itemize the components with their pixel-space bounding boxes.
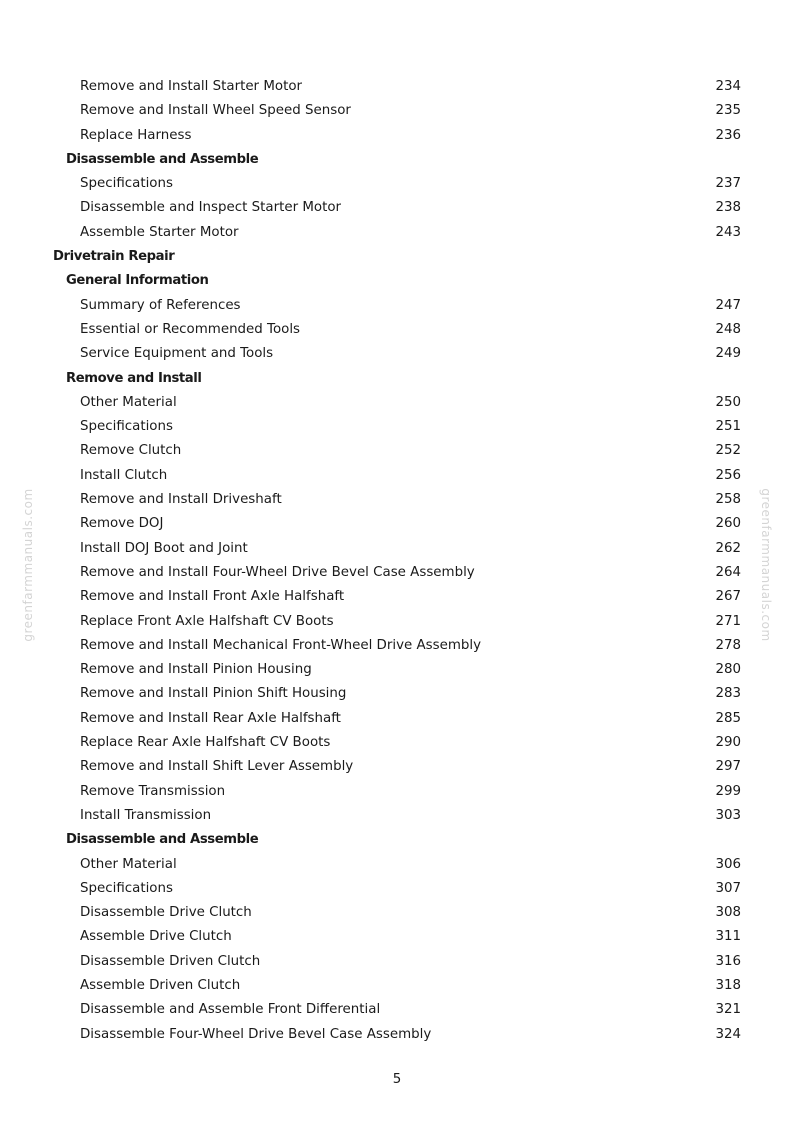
toc-entry[interactable] (0, 901, 794, 925)
toc-entry-title: Remove and Install Rear Axle Halfshaft (80, 710, 341, 726)
toc-section[interactable] (0, 148, 794, 172)
toc-entry-title: Drivetrain Repair (53, 249, 175, 265)
toc-entry-title: Summary of References (80, 297, 241, 313)
toc-entry-title: Remove and Install (66, 370, 202, 386)
toc-entry-title: Service Equipment and Tools (80, 346, 274, 362)
toc-entry[interactable] (0, 488, 794, 512)
toc-entry-title: Disassemble and Assemble Front Differential (80, 1002, 381, 1018)
toc-entry[interactable] (0, 707, 794, 731)
toc-entry[interactable] (0, 853, 794, 877)
toc-entry-title: Specifications (80, 176, 173, 192)
toc-entry[interactable] (0, 998, 794, 1022)
toc-entry-page: 260 (715, 516, 741, 532)
toc-entry[interactable] (0, 877, 794, 901)
toc-entry-page: 258 (715, 492, 741, 508)
toc-entry-title: Remove and Install Starter Motor (80, 79, 303, 94)
toc-entry-page: 306 (715, 856, 741, 872)
toc-entry-title: Remove Clutch (80, 443, 182, 459)
watermark-right: greenfarmmanuals.com (759, 488, 773, 642)
toc-entry[interactable] (0, 925, 794, 949)
toc-entry[interactable] (0, 124, 794, 148)
toc-entry[interactable] (0, 731, 794, 755)
toc-entry[interactable] (0, 464, 794, 488)
page-number: 5 (392, 1072, 402, 1087)
toc-entry-title: Specifications (80, 880, 173, 896)
toc-entry-title: Replace Rear Axle Halfshaft CV Boots (80, 735, 331, 751)
toc-entry[interactable] (0, 342, 794, 366)
toc-entry-title: Disassemble Driven Clutch (80, 953, 261, 969)
toc-entry-page: 290 (715, 735, 741, 751)
toc-entry[interactable] (0, 1023, 794, 1047)
toc-entry[interactable] (0, 634, 794, 658)
toc-entry-page: 267 (715, 589, 741, 605)
toc-entry-title: Remove and Install Mechanical Front-Wheel Drive Assembly (80, 637, 482, 653)
toc-entry-page: 311 (715, 929, 741, 945)
toc-entry-page: 238 (715, 200, 741, 216)
toc-entry[interactable] (0, 512, 794, 536)
toc-entry-page: 262 (715, 540, 741, 556)
toc-entry-page: 235 (715, 103, 741, 119)
toc-entry[interactable] (0, 658, 794, 682)
toc-entry-title: Disassemble Drive Clutch (80, 905, 252, 921)
toc-entry-page: 251 (715, 419, 741, 435)
toc-entry-page: 264 (715, 564, 741, 580)
toc-entry-page: 271 (715, 613, 741, 629)
toc-entry-title: General Information (66, 273, 209, 289)
toc-entry-title: Disassemble Four-Wheel Drive Bevel Case Assembly (80, 1026, 432, 1042)
toc-entry-page: 278 (715, 637, 741, 653)
toc-entry-title: Other Material (80, 856, 177, 872)
toc-entry-title: Remove and Install Shift Lever Assembly (80, 759, 354, 775)
toc-entry[interactable] (0, 439, 794, 463)
toc-entry-title: Replace Harness (80, 127, 192, 143)
toc-entry[interactable] (0, 974, 794, 998)
toc-entry-title: Remove and Install Front Axle Halfshaft (80, 589, 345, 605)
toc-entry-page: 299 (715, 783, 741, 799)
toc-entry-title: Specifications (80, 419, 173, 435)
toc-entry[interactable] (0, 221, 794, 245)
toc-entry-page: 280 (715, 662, 741, 678)
toc-entry-page: 308 (715, 905, 741, 921)
toc-entry-title: Remove Transmission (80, 783, 226, 799)
toc-entry[interactable] (0, 755, 794, 779)
toc-entry[interactable] (0, 415, 794, 439)
toc-entry[interactable] (0, 99, 794, 123)
toc-entry-title: Remove and Install Wheel Speed Sensor (80, 103, 351, 119)
toc-entry[interactable] (0, 610, 794, 634)
toc-entry[interactable] (0, 196, 794, 220)
toc-entry-title: Install DOJ Boot and Joint (80, 540, 248, 556)
toc-entry-title: Disassemble and Assemble (66, 832, 259, 848)
toc-entry-title: Assemble Starter Motor (80, 224, 239, 240)
toc-entry-page: 249 (715, 346, 741, 362)
toc-entry-page: 248 (715, 321, 741, 337)
toc-entry-page: 256 (715, 467, 741, 483)
toc-section[interactable] (0, 367, 794, 391)
toc-entry-title: Assemble Drive Clutch (80, 929, 232, 945)
toc-entry[interactable] (0, 318, 794, 342)
toc-entry-title: Essential or Recommended Tools (80, 321, 301, 337)
toc-entry-title: Assemble Driven Clutch (80, 977, 241, 993)
toc-entry-page: 234 (715, 79, 741, 94)
toc-entry-page: 243 (715, 224, 741, 240)
toc-entry-page: 283 (715, 686, 741, 702)
toc-entry-title: Disassemble and Inspect Starter Motor (80, 200, 342, 216)
toc-entry[interactable] (0, 172, 794, 196)
watermark-left: greenfarmmanuals.com (21, 488, 35, 642)
toc-entry-page: 285 (715, 710, 741, 726)
toc-entry-page: 321 (715, 1002, 741, 1018)
toc-entry[interactable] (0, 537, 794, 561)
toc-entry-page: 303 (715, 807, 741, 823)
toc-entry-page: 236 (715, 127, 741, 143)
toc-entry-page: 307 (715, 880, 741, 896)
toc-entry-page: 316 (715, 953, 741, 969)
toc-entry-page: 324 (715, 1026, 741, 1042)
toc-entry-title: Remove DOJ (80, 516, 164, 532)
toc-entry[interactable] (0, 585, 794, 609)
toc-chapter[interactable] (0, 245, 794, 269)
toc-entry[interactable] (0, 950, 794, 974)
toc-entry-title: Remove and Install Pinion Shift Housing (80, 686, 347, 702)
toc-entry-title: Install Transmission (80, 807, 212, 823)
toc-entry-title: Disassemble and Assemble (66, 151, 259, 167)
toc-entry-title: Other Material (80, 394, 177, 410)
toc-section[interactable] (0, 828, 794, 852)
toc-entry-page: 237 (715, 176, 741, 192)
toc-entry[interactable] (0, 780, 794, 804)
toc-entry-title: Remove and Install Four-Wheel Drive Bevel Case Assembly (80, 564, 475, 580)
toc-entry-page: 250 (715, 394, 741, 410)
toc-entry[interactable] (0, 75, 794, 99)
toc-entry-page: 252 (715, 443, 741, 459)
toc-entry-page: 247 (715, 297, 741, 313)
toc-entry[interactable] (0, 804, 794, 828)
table-of-contents (0, 75, 794, 1047)
toc-entry-title: Replace Front Axle Halfshaft CV Boots (80, 613, 334, 629)
toc-entry-page: 297 (715, 759, 741, 775)
toc-section[interactable] (0, 269, 794, 293)
toc-entry[interactable] (0, 561, 794, 585)
toc-entry-title: Install Clutch (80, 467, 168, 483)
toc-entry[interactable] (0, 391, 794, 415)
toc-entry[interactable] (0, 294, 794, 318)
toc-entry-title: Remove and Install Driveshaft (80, 492, 282, 508)
toc-entry[interactable] (0, 682, 794, 706)
toc-entry-page: 318 (715, 977, 741, 993)
toc-entry-title: Remove and Install Pinion Housing (80, 662, 312, 678)
